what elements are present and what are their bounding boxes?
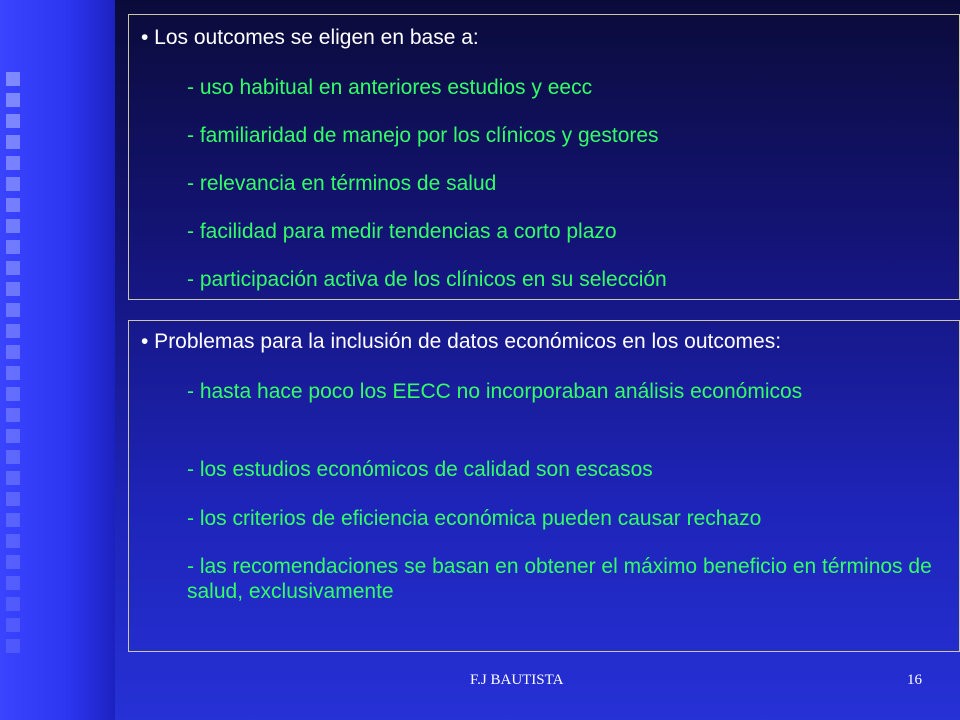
decorative-square [6, 324, 20, 338]
decorative-square [6, 492, 20, 506]
decorative-square [6, 555, 20, 569]
footer-author: F.J BAUTISTA [470, 672, 564, 688]
problem-item-2: - los estudios económicos de calidad son escasos [187, 458, 653, 481]
decorative-square [6, 303, 20, 317]
slide-number: 16 [907, 672, 922, 688]
decorative-square [6, 135, 20, 149]
decorative-square [6, 471, 20, 485]
outcomes-criteria-heading: • Los outcomes se eligen en base a: [141, 26, 479, 49]
decorative-square [6, 219, 20, 233]
decorative-square [6, 450, 20, 464]
decorative-square [6, 198, 20, 212]
decorative-square [6, 576, 20, 590]
decorative-square [6, 240, 20, 254]
decorative-square [6, 282, 20, 296]
outcomes-criteria-box [128, 14, 960, 300]
decorative-square [6, 387, 20, 401]
decorative-square [6, 639, 20, 653]
decorative-square [6, 534, 20, 548]
decorative-square [6, 429, 20, 443]
criteria-item-2: - familiaridad de manejo por los clínicos y gestores [187, 124, 659, 147]
decorative-square [6, 597, 20, 611]
problem-item-1: - hasta hace poco los EECC no incorporaban análisis económicos [187, 380, 803, 403]
decorative-square [6, 513, 20, 527]
decorative-square [6, 114, 20, 128]
decorative-square [6, 93, 20, 107]
decorative-square [6, 408, 20, 422]
criteria-item-3: - relevancia en términos de salud [187, 172, 497, 195]
problem-item-4: - las recomendaciones se basan en obtener el máximo beneficio en términos de salud, exclusivamente [187, 555, 932, 603]
criteria-item-5: - participación activa de los clínicos en su selección [187, 268, 667, 291]
decorative-square [6, 345, 20, 359]
economic-problems-heading: • Problemas para la inclusión de datos económicos en los outcomes: [141, 330, 782, 353]
decorative-square [6, 618, 20, 632]
criteria-item-1: - uso habitual en anteriores estudios y eecc [187, 76, 593, 99]
problem-item-3: - los criterios de eficiencia económica pueden causar rechazo [187, 507, 762, 530]
economic-data-problems-box [128, 320, 960, 652]
decorative-square-pattern [0, 0, 115, 720]
decorative-square [6, 261, 20, 275]
decorative-square [6, 177, 20, 191]
decorative-square [6, 72, 20, 86]
criteria-item-4: - facilidad para medir tendencias a corto plazo [187, 220, 617, 243]
decorative-square [6, 366, 20, 380]
decorative-square [6, 156, 20, 170]
